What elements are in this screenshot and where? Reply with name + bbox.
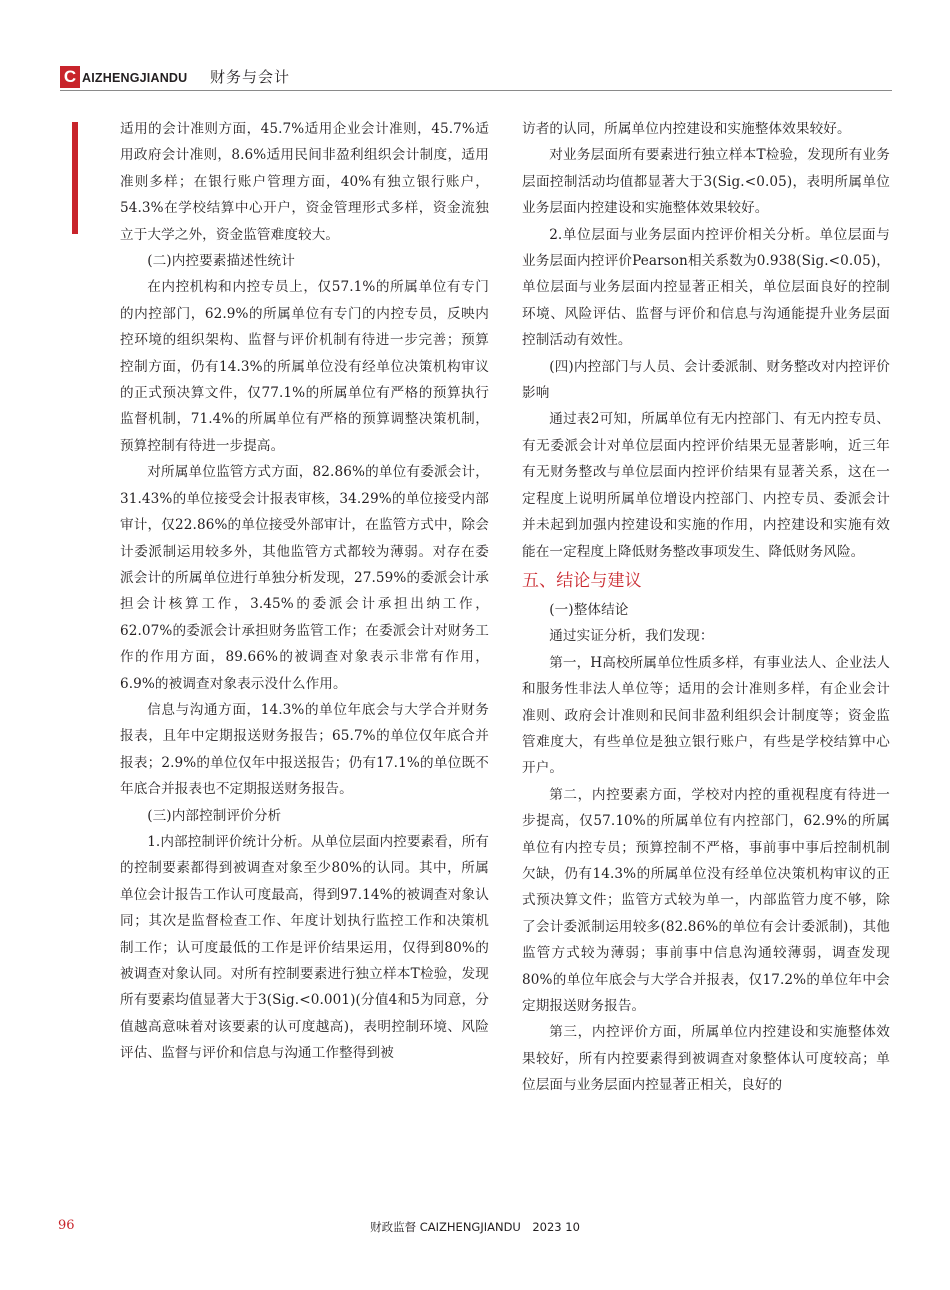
journal-logo-mark: C: [60, 66, 80, 88]
subheading: (一)整体结论: [549, 601, 629, 618]
page-footer: [0, 1218, 950, 1238]
journal-logo-text: AIZHENGJIANDU: [82, 71, 188, 85]
paragraph: 第一，H高校所属单位性质多样，有事业法人、企业法人和服务性非法人单位等；适用的会计准则多样，有企业会计准则、政府会计准则和民间非盈利组织会计制度等；资金监管难度大，有些单位是独立银行账户，有些是学校结算中心开户。: [522, 654, 890, 777]
subheading: (三)内部控制评价分析: [147, 807, 282, 824]
paragraph: 1.内部控制评价统计分析。从单位层面内控要素看，所有的控制要素都得到被调查对象至少80%的认同。其中，所属单位会计报告工作认可度最高，得到97.14%的被调查对象认同；其次是监督检查工作、年度计划执行监控工作和决策机制工作；认可度最低的工作是评价结果运用，仅得到80%的被调查对象认同。对所有控制要素进行独立样本T检验，发现所有要素均值显著大于3(Sig.<0.001)(分值4和5为同意，分值越高意味着对该要素的认可度越高)，表明控制环境、风险评估、监督与评价和信息与沟通工作整得到被: [120, 833, 490, 1062]
paragraph: 在内控机构和内控专员上，仅57.1%的所属单位有专门的内控部门，62.9%的所属单位有专门的内控专员，反映内控环境的组织架构、监督与评价机制有待进一步完善；预算控制方面，仍有14.3%的所属单位没有经单位决策机构审议的正式预决算文件，仅77.1%的所属单位有严格的预算执行监督机制，71.4%的所属单位有严格的预算调整决策机制，预算控制有待进一步提高。: [120, 279, 489, 454]
journal-footer: 财政监督 CAIZHENGJIANDU 2023 10: [370, 1220, 580, 1234]
paragraph: 通过表2可知，所属单位有无内控部门、有无内控专员、有无委派会计对单位层面内控评价结果无显著影响，近三年有无财务整改与单位层面内控评价结果有显著关系，这在一定程度上说明所属单位增设内控部门、内控专员、委派会计并未起到加强内控建设和实施的作用，内控建设和实施有效能在一定程度上降低财务整改事项发生、降低财务风险。: [522, 411, 890, 560]
page-number: 96: [58, 1218, 75, 1233]
paragraph: 第二，内控要素方面，学校对内控的重视程度有待进一步提高，仅57.10%的所属单位有内控部门，62.9%的所属单位有内控专员；预算控制不严格，事前事中事后控制机制欠缺，仍有14.3%的所属单位没有经单位决策机构审议的正式预决算文件；监管方式较为单一，内部监管力度不够，除了会计委派制运用较多(82.86%的单位有会计委派制)，其他监管方式较为薄弱；事前事中信息沟通较薄弱，调查发现80%的单位年底会与大学合并报表，仅17.2%的单位年中会定期报送财务报告。: [522, 786, 890, 1014]
subheading: (四)内控部门与人员、会计委派制、财务整改对内控评价影响: [522, 358, 890, 402]
left-column: [120, 116, 489, 1067]
paragraph: 第三，内控评价方面，所属单位内控建设和实施整体效果较好，所有内控要素得到被调查对象整体认可度较高；单位层面与业务层面内控显著正相关，良好的: [522, 1024, 890, 1094]
paragraph: 2.单位层面与业务层面内控评价相关分析。单位层面与业务层面内控评价Pearson相关系数为0.938(Sig.<0.05)，单位层面与业务层面内控显著正相关，单位层面良好的控制环境、风险评估、监督与评价和信息与沟通能提升业务层面控制活动有效性。: [522, 226, 890, 349]
header-divider: [60, 90, 892, 91]
paragraph: 对所属单位监管方式方面，82.86%的单位有委派会计，31.43%的单位接受会计报表审核，34.29%的单位接受内部审计，仅22.86%的单位接受外部审计，在监管方式中，除会计委派制运用较多外，其他监管方式都较为薄弱。对存在委派会计的所属单位进行单独分析发现，27.59%的委派会计承担会计核算工作，3.45%的委派会计承担出纳工作，62.07%的委派会计承担财务监管工作；在委派会计对财务工作的作用方面，89.66%的被调查对象表示非常有作用，6.9%的被调查对象表示没什么作用。: [120, 464, 489, 692]
accent-bar: [72, 122, 78, 234]
paragraph: 信息与沟通方面，14.3%的单位年底会与大学合并财务报表，且年中定期报送财务报告；65.7%的单位仅年底合并报表；2.9%的单位仅年中报送报告；仍有17.1%的单位既不年底合并报表也不定期报送财务报告。: [120, 701, 489, 798]
subheading: (二)内控要素描述性统计: [147, 253, 295, 270]
paragraph: 适用的会计准则方面，45.7%适用企业会计准则，45.7%适用政府会计准则，8.6%适用民间非盈利组织会计制度，适用准则多样；在银行账户管理方面，40%有独立银行账户，54.3%在学校结算中心开户，资金管理形式多样，资金流独立于大学之外，资金监管难度较大。: [120, 121, 489, 243]
paragraph: 访者的认同，所属单位内控建设和实施整体效果较好。: [522, 121, 851, 137]
paragraph: 对业务层面所有要素进行独立样本T检验，发现所有业务层面控制活动均值都显著大于3(Sig.<0.05)，表明所属单位业务层面内控建设和实施整体效果较好。: [522, 147, 890, 217]
page-header: [0, 62, 950, 92]
paragraph: 通过实证分析，我们发现：: [549, 628, 714, 645]
section-title: 财务与会计: [210, 68, 291, 86]
right-column: [522, 116, 890, 1099]
section-heading: 五、结论与建议: [522, 570, 642, 591]
